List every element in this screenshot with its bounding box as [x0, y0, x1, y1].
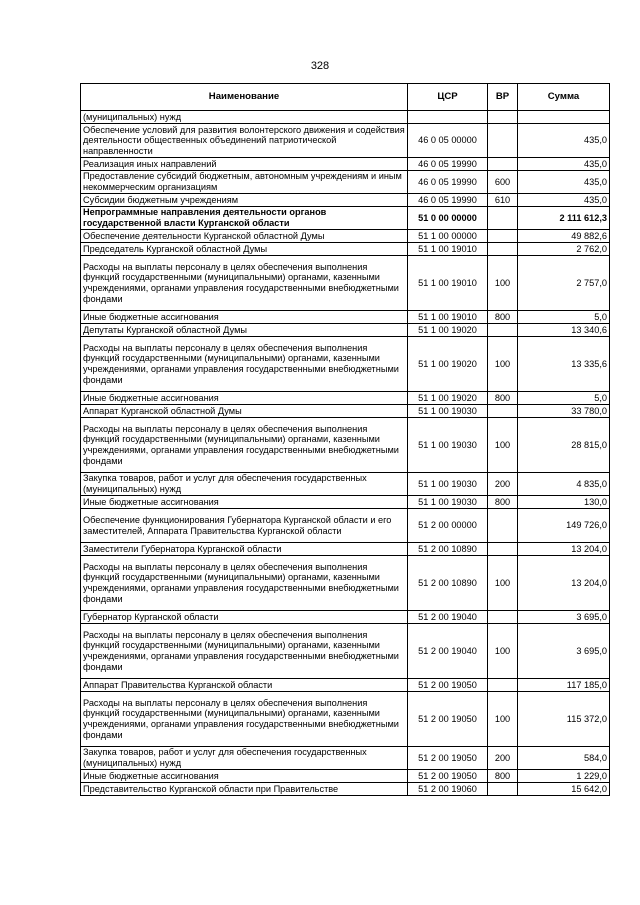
cell-sum: 117 185,0 [518, 679, 610, 692]
cell-vr: 100 [488, 556, 518, 611]
cell-sum: 435,0 [518, 194, 610, 207]
cell-csr: 51 1 00 19010 [408, 256, 488, 311]
cell-sum: 435,0 [518, 158, 610, 171]
table-row [81, 783, 610, 796]
cell-sum: 1 229,0 [518, 770, 610, 783]
cell-csr: 51 2 00 19050 [408, 747, 488, 770]
cell-name: Иные бюджетные ассигнования [81, 496, 408, 509]
cell-name: Обеспечение функционирования Губернатора Курганской области и его заместителей, Аппарата Правительства Курганской области [81, 509, 408, 543]
table-row [81, 611, 610, 624]
cell-csr: 51 2 00 19040 [408, 624, 488, 679]
cell-csr: 51 0 00 00000 [408, 207, 488, 230]
cell-sum: 115 372,0 [518, 692, 610, 747]
cell-name: Расходы на выплаты персоналу в целях обеспечения выполнения функций государственными (муниципальными) органами, казенными учреждениями, органами управления государственными внебюджетными фондами [81, 624, 408, 679]
cell-csr: 51 2 00 19050 [408, 679, 488, 692]
cell-vr [488, 679, 518, 692]
table-row [81, 556, 610, 611]
cell-csr: 51 1 00 19030 [408, 496, 488, 509]
header-sum: Сумма [518, 84, 610, 111]
table-row [81, 473, 610, 496]
cell-name: Реализация иных направлений [81, 158, 408, 171]
cell-vr [488, 509, 518, 543]
table-row [81, 207, 610, 230]
table-row [81, 509, 610, 543]
cell-name: Непрограммные направления деятельности органов государственной власти Курганской области [81, 207, 408, 230]
cell-csr: 51 1 00 19010 [408, 311, 488, 324]
table-row [81, 171, 610, 194]
cell-sum: 2 111 612,3 [518, 207, 610, 230]
cell-vr [488, 324, 518, 337]
cell-sum: 13 340,6 [518, 324, 610, 337]
cell-sum: 5,0 [518, 311, 610, 324]
cell-vr [488, 111, 518, 124]
cell-vr [488, 543, 518, 556]
cell-sum: 2 757,0 [518, 256, 610, 311]
cell-vr: 100 [488, 418, 518, 473]
header-row [81, 84, 610, 111]
cell-sum: 130,0 [518, 496, 610, 509]
table-row [81, 337, 610, 392]
cell-csr: 51 1 00 19030 [408, 473, 488, 496]
cell-sum: 13 204,0 [518, 543, 610, 556]
cell-csr: 51 1 00 19030 [408, 418, 488, 473]
budget-table [80, 83, 610, 796]
cell-csr: 51 1 00 19010 [408, 243, 488, 256]
table-row [81, 324, 610, 337]
cell-vr: 200 [488, 473, 518, 496]
cell-csr: 51 1 00 19020 [408, 392, 488, 405]
cell-csr: 51 1 00 00000 [408, 230, 488, 243]
cell-name: Губернатор Курганской области [81, 611, 408, 624]
header-vr: ВР [488, 84, 518, 111]
table-row [81, 243, 610, 256]
table-row [81, 256, 610, 311]
cell-vr: 610 [488, 194, 518, 207]
cell-csr: 51 2 00 10890 [408, 556, 488, 611]
cell-csr: 46 0 05 00000 [408, 124, 488, 158]
cell-csr: 51 2 00 19050 [408, 770, 488, 783]
page-number: 328 [310, 60, 330, 72]
table-row [81, 496, 610, 509]
cell-sum: 4 835,0 [518, 473, 610, 496]
cell-csr: 51 1 00 19030 [408, 405, 488, 418]
cell-sum: 5,0 [518, 392, 610, 405]
table-row [81, 194, 610, 207]
table-row [81, 418, 610, 473]
cell-sum: 15 642,0 [518, 783, 610, 796]
cell-name: Расходы на выплаты персоналу в целях обеспечения выполнения функций государственными (муниципальными) органами, казенными учреждениями, органами управления государственными внебюджетными фондами [81, 256, 408, 311]
cell-sum: 584,0 [518, 747, 610, 770]
cell-name: Расходы на выплаты персоналу в целях обеспечения выполнения функций государственными (муниципальными) органами, казенными учреждениями, органами управления государственными внебюджетными фондами [81, 418, 408, 473]
table-row [81, 124, 610, 158]
cell-sum: 149 726,0 [518, 509, 610, 543]
cell-sum: 3 695,0 [518, 624, 610, 679]
table-body [81, 111, 610, 796]
cell-csr: 51 2 00 00000 [408, 509, 488, 543]
table-row [81, 543, 610, 556]
cell-csr: 51 2 00 19060 [408, 783, 488, 796]
cell-name: Субсидии бюджетным учреждениям [81, 194, 408, 207]
cell-sum: 49 882,6 [518, 230, 610, 243]
cell-vr: 100 [488, 624, 518, 679]
cell-csr: 51 2 00 19050 [408, 692, 488, 747]
cell-sum [518, 111, 610, 124]
cell-name: Обеспечение условий для развития волонтерского движения и содействия деятельности общественных объединений патриотической направленности [81, 124, 408, 158]
cell-name: Представительство Курганской области при Правительстве [81, 783, 408, 796]
cell-vr: 100 [488, 256, 518, 311]
cell-name: Расходы на выплаты персоналу в целях обеспечения выполнения функций государственными (муниципальными) органами, казенными учреждениями, органами управления государственными внебюджетными фондами [81, 337, 408, 392]
table-row [81, 311, 610, 324]
table-row [81, 770, 610, 783]
header-csr: ЦСР [408, 84, 488, 111]
cell-name: Депутаты Курганской областной Думы [81, 324, 408, 337]
cell-csr: 46 0 05 19990 [408, 194, 488, 207]
table-row [81, 158, 610, 171]
cell-csr: 51 2 00 19040 [408, 611, 488, 624]
cell-vr: 800 [488, 496, 518, 509]
cell-sum: 13 204,0 [518, 556, 610, 611]
table-row [81, 624, 610, 679]
cell-vr: 800 [488, 392, 518, 405]
cell-sum: 33 780,0 [518, 405, 610, 418]
cell-vr: 800 [488, 311, 518, 324]
cell-csr: 51 1 00 19020 [408, 324, 488, 337]
cell-vr [488, 207, 518, 230]
cell-csr: 51 2 00 10890 [408, 543, 488, 556]
table-row [81, 692, 610, 747]
table-row [81, 679, 610, 692]
cell-vr [488, 230, 518, 243]
cell-name: Заместители Губернатора Курганской области [81, 543, 408, 556]
cell-vr [488, 124, 518, 158]
table-row [81, 392, 610, 405]
cell-vr: 100 [488, 337, 518, 392]
cell-sum: 13 335,6 [518, 337, 610, 392]
table-row [81, 405, 610, 418]
cell-sum: 28 815,0 [518, 418, 610, 473]
cell-name: Иные бюджетные ассигнования [81, 392, 408, 405]
cell-name: Расходы на выплаты персоналу в целях обеспечения выполнения функций государственными (муниципальными) органами, казенными учреждениями, органами управления государственными внебюджетными фондами [81, 556, 408, 611]
cell-name: Обеспечение деятельности Курганской областной Думы [81, 230, 408, 243]
cell-vr [488, 405, 518, 418]
cell-vr [488, 783, 518, 796]
table-row [81, 111, 610, 124]
cell-sum: 3 695,0 [518, 611, 610, 624]
cell-name: Иные бюджетные ассигнования [81, 311, 408, 324]
cell-csr [408, 111, 488, 124]
cell-vr: 200 [488, 747, 518, 770]
table-row [81, 230, 610, 243]
cell-vr [488, 611, 518, 624]
cell-sum: 2 762,0 [518, 243, 610, 256]
header-name: Наименование [81, 84, 408, 111]
cell-name: (муниципальных) нужд [81, 111, 408, 124]
cell-vr: 800 [488, 770, 518, 783]
cell-vr: 100 [488, 692, 518, 747]
cell-vr [488, 243, 518, 256]
cell-name: Аппарат Правительства Курганской области [81, 679, 408, 692]
cell-vr [488, 158, 518, 171]
cell-name: Иные бюджетные ассигнования [81, 770, 408, 783]
cell-csr: 51 1 00 19020 [408, 337, 488, 392]
cell-name: Расходы на выплаты персоналу в целях обеспечения выполнения функций государственными (муниципальными) органами, казенными учреждениями, органами управления государственными внебюджетными фондами [81, 692, 408, 747]
table-row [81, 747, 610, 770]
cell-name: Председатель Курганской областной Думы [81, 243, 408, 256]
cell-sum: 435,0 [518, 171, 610, 194]
cell-vr: 600 [488, 171, 518, 194]
cell-name: Закупка товаров, работ и услуг для обеспечения государственных (муниципальных) нужд [81, 747, 408, 770]
cell-name: Закупка товаров, работ и услуг для обеспечения государственных (муниципальных) нужд [81, 473, 408, 496]
cell-name: Аппарат Курганской областной Думы [81, 405, 408, 418]
cell-csr: 46 0 05 19990 [408, 171, 488, 194]
cell-csr: 46 0 05 19990 [408, 158, 488, 171]
cell-sum: 435,0 [518, 124, 610, 158]
cell-name: Предоставление субсидий бюджетным, автономным учреждениям и иным некоммерческим организациям [81, 171, 408, 194]
